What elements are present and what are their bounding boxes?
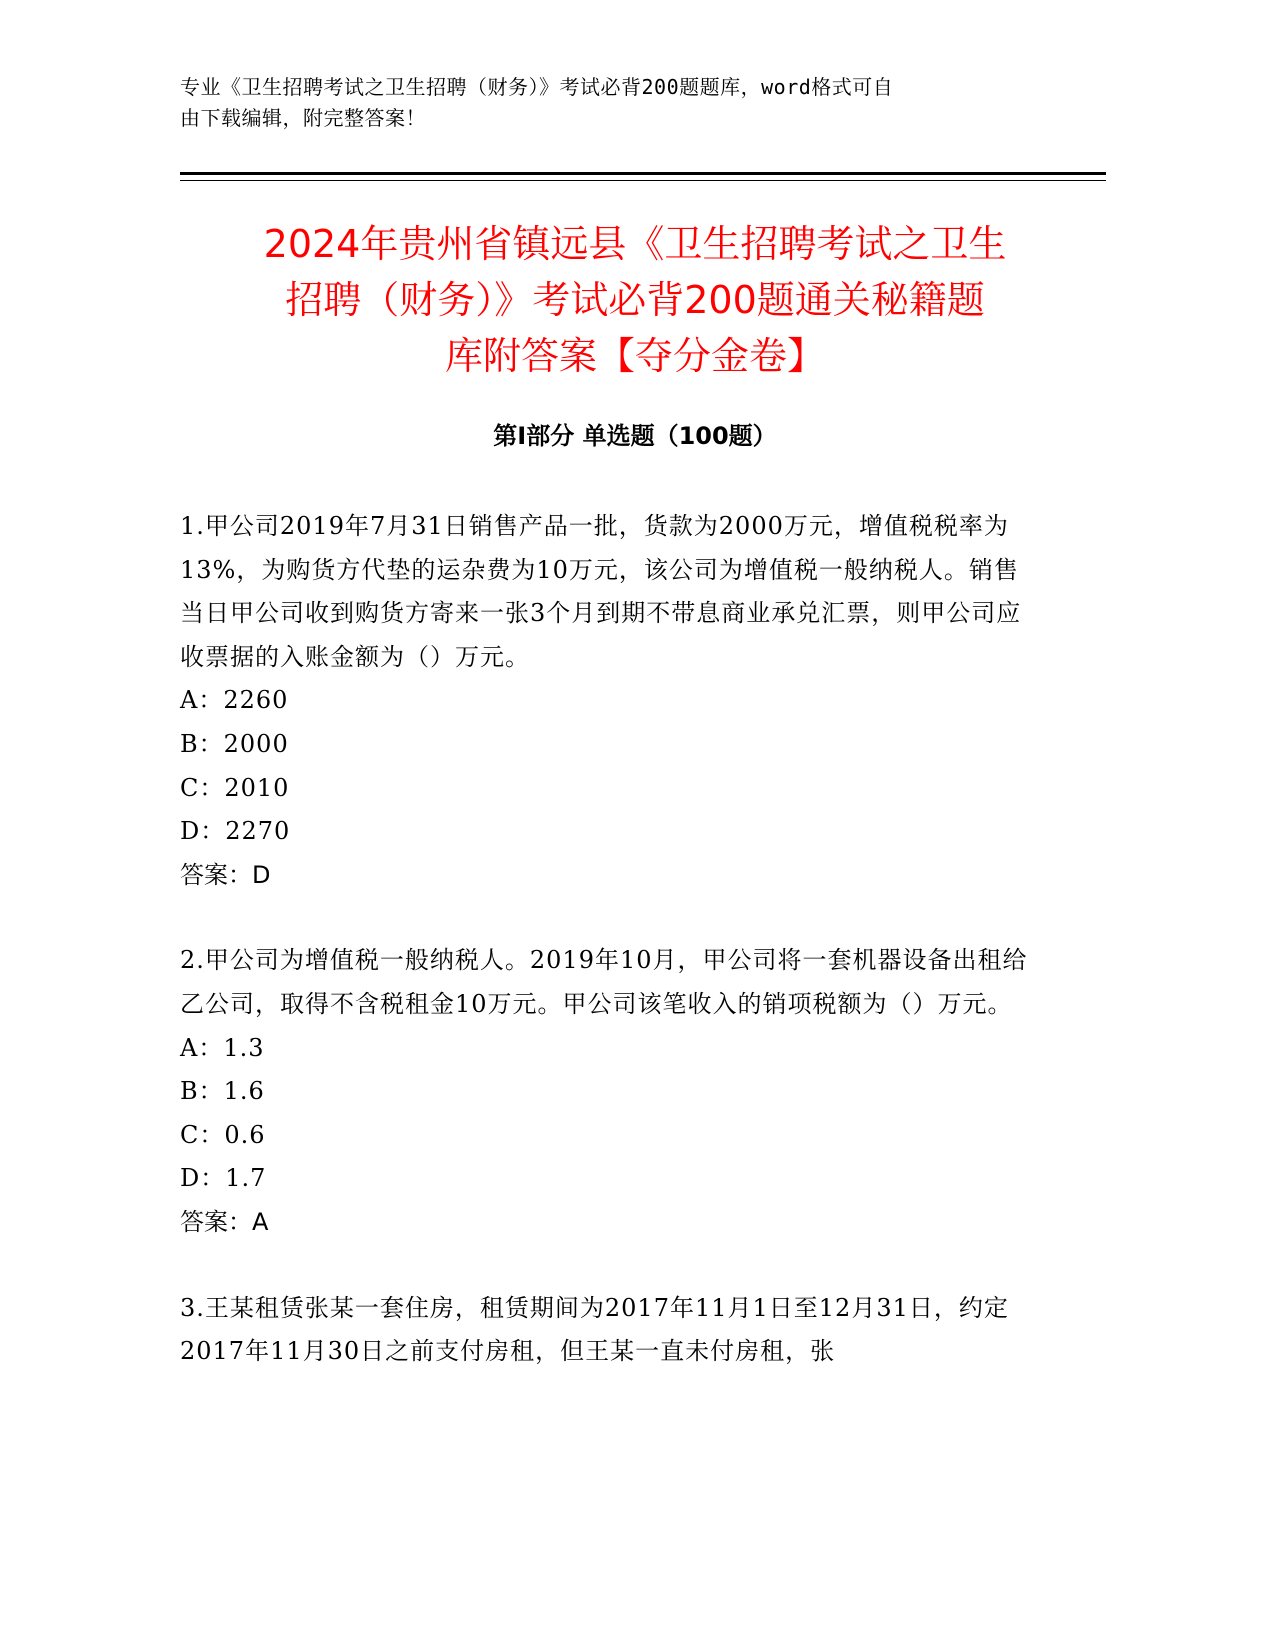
option-b: B：2000 (180, 729, 289, 758)
option-c: C：0.6 (180, 1120, 266, 1149)
question-3 (180, 1287, 1040, 1374)
header-note (180, 72, 1060, 134)
question-stem: 1.甲公司2019年7月31日销售产品一批，货款为2000万元，增值税税率为13%，为购货方代垫的运杂费为10万元，该公司为增值税一般纳税人。销售当日甲公司收到购货方寄来一张3个月到期不带息商业承兑汇票，则甲公司应收票据的入账金额为（）万元。 (180, 512, 1022, 671)
header-note-line-2: 由下载编辑，附完整答案！ (180, 106, 426, 130)
option-b: B：1.6 (180, 1077, 265, 1106)
question-stem: 2.甲公司为增值税一般纳税人。2019年10月，甲公司将一套机器设备出租给乙公司，取得不含税租金10万元。甲公司该笔收入的销项税额为（）万元。 (180, 946, 1028, 1018)
question-2 (180, 939, 1040, 1244)
header-note-line-1: 专业《卫生招聘考试之卫生招聘（财务）》考试必背200题题库，word格式可自 (180, 75, 894, 99)
option-d: D：2270 (180, 817, 291, 846)
answer: 答案：D (180, 860, 271, 889)
header-divider-thin (180, 180, 1106, 181)
header-divider-thick (180, 172, 1106, 175)
document-title-line-1: 2024年贵州省镇远县《卫生招聘考试之卫生 (263, 222, 1007, 266)
option-d: D：1.7 (180, 1164, 267, 1193)
question-1 (180, 505, 1040, 897)
document-title-line-3: 库附答案【夺分金卷】 (444, 334, 825, 378)
document-title (180, 216, 1090, 384)
document-title-line-2: 招聘（财务）》考试必背200题通关秘籍题 (285, 278, 985, 322)
question-stem: 3.王某租赁张某一套住房，租赁期间为2017年11月1日至12月31日，约定2017年11月30日之前支付房租，但王某一直未付房租，张 (180, 1293, 1009, 1366)
option-c: C：2010 (180, 773, 290, 802)
option-a: A：2260 (180, 686, 289, 715)
section-title: 第Ⅰ部分 单选题（100题） (493, 422, 777, 450)
option-a: A：1.3 (180, 1033, 265, 1062)
question-list (180, 505, 1040, 1416)
answer: 答案：A (180, 1207, 269, 1236)
